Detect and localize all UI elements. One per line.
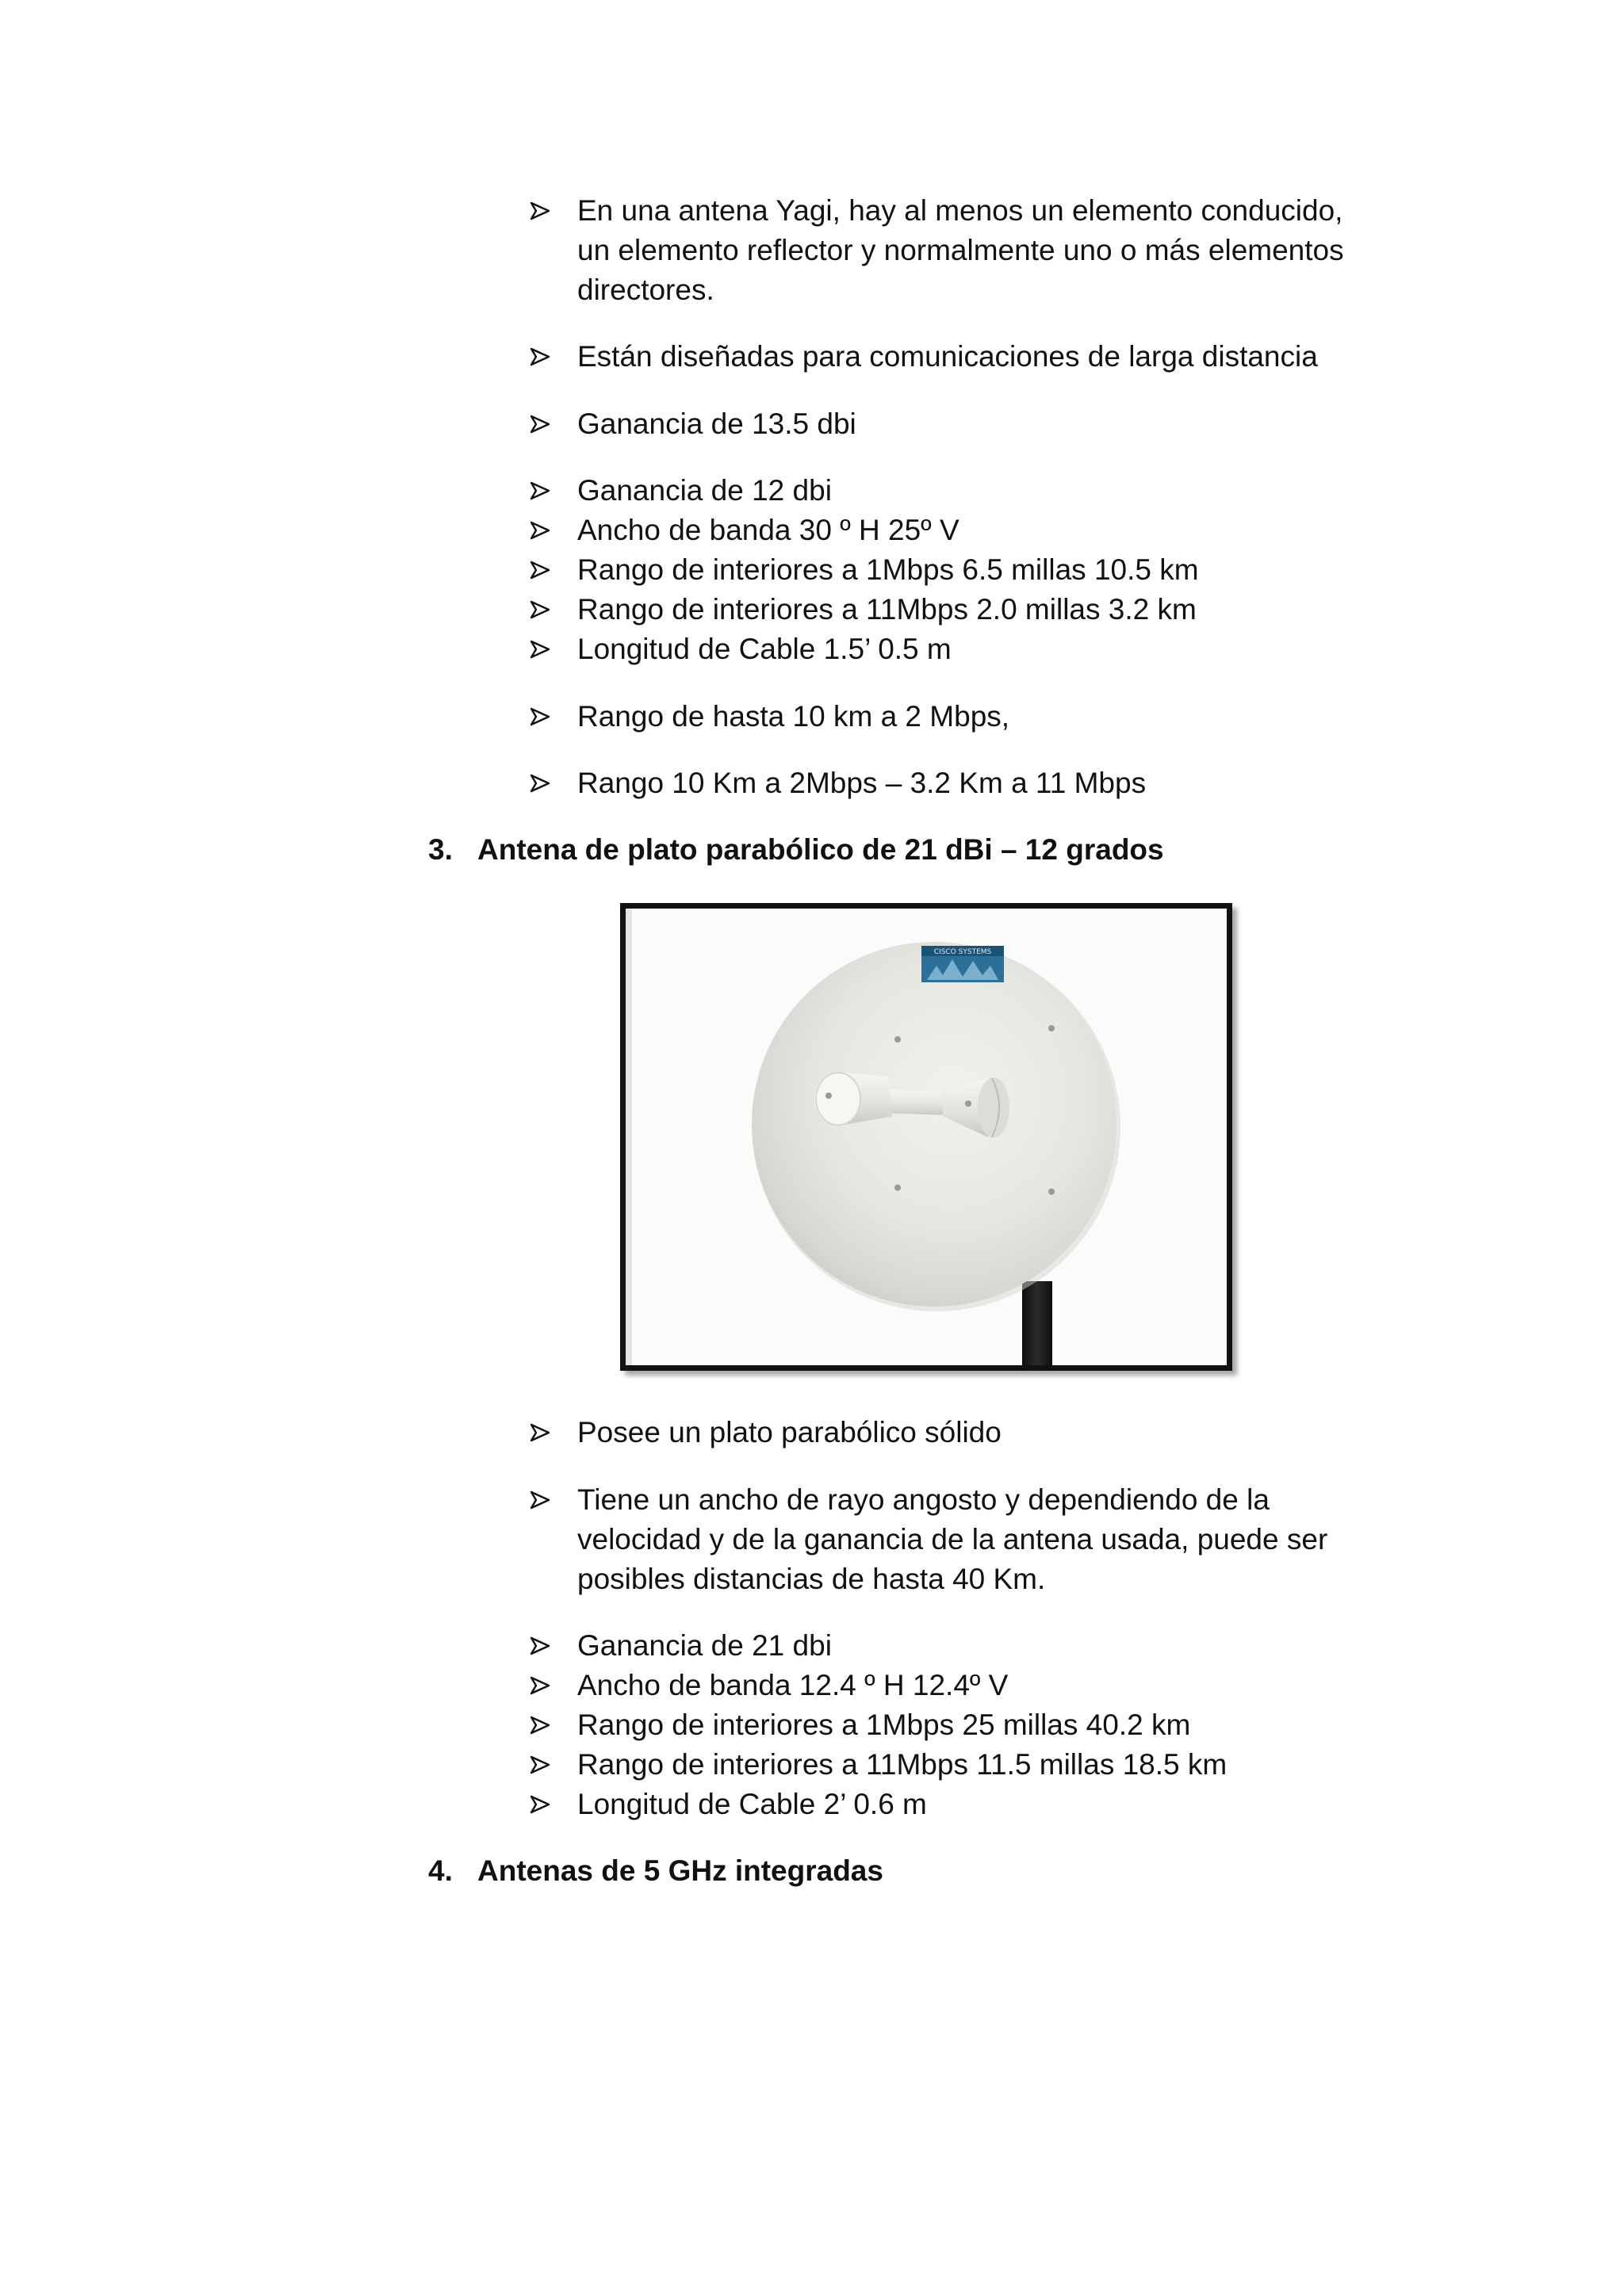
arrow-bullet-icon [530, 600, 550, 619]
arrow-bullet-icon [530, 1490, 550, 1510]
arrow-bullet-icon [530, 561, 550, 580]
arrow-bullet-icon [530, 1423, 550, 1442]
list-item-text: Rango de interiores a 1Mbps 25 millas 40.2 km [577, 1709, 1191, 1741]
list-item-text: Rango de interiores a 11Mbps 2.0 millas 3.2 km [577, 593, 1197, 626]
arrow-bullet-icon [530, 1636, 550, 1655]
list-item-text: En una antena Yagi, hay al menos un elemento conducido, [577, 194, 1343, 227]
arrow-bullet-icon [530, 640, 550, 659]
list-item-text: Longitud de Cable 1.5’ 0.5 m [577, 633, 952, 665]
section-heading-4 [428, 1851, 883, 1891]
arrow-bullet-icon [530, 1716, 550, 1735]
antenna-photo [620, 903, 1232, 1371]
arrow-bullet-icon [530, 201, 550, 220]
arrow-bullet-icon [530, 415, 550, 434]
list-item-text: Rango de interiores a 11Mbps 11.5 millas 18.5 km [577, 1748, 1228, 1781]
list-item-text: Están diseñadas para comunicaciones de larga distancia [577, 340, 1318, 373]
list-item-text: posibles distancias de hasta 40 Km. [577, 1563, 1046, 1595]
section-heading-3 [428, 830, 1164, 870]
parabolic-dish-image [626, 909, 1227, 1365]
list-item-text: Ancho de banda 12.4 º H 12.4º V [577, 1669, 1009, 1701]
list-item-text: un elemento reflector y normalmente uno o más elementos [577, 234, 1344, 266]
list-item-text: Ganancia de 21 dbi [577, 1629, 832, 1662]
svg-text:CISCO SYSTEMS: CISCO SYSTEMS [933, 948, 992, 956]
section-number: 3. [428, 833, 453, 866]
section-title: Antenas de 5 GHz integradas [477, 1854, 883, 1887]
section-number: 4. [428, 1854, 453, 1887]
list-item-text: Rango de interiores a 1Mbps 6.5 millas 10.5 km [577, 553, 1199, 586]
arrow-bullet-icon [530, 347, 550, 366]
arrow-bullet-icon [530, 1755, 550, 1774]
arrow-bullet-icon [530, 1676, 550, 1695]
list-item-text: Tiene un ancho de rayo angosto y dependiendo de la [577, 1483, 1270, 1516]
arrow-bullet-icon [530, 481, 550, 500]
list-item-text: Rango de hasta 10 km a 2 Mbps, [577, 700, 1010, 733]
arrow-bullet-icon [530, 1795, 550, 1814]
arrow-bullet-icon [530, 774, 550, 793]
list-item-text: Ancho de banda 30 º H 25º V [577, 514, 959, 546]
list-item-text: Ganancia de 12 dbi [577, 474, 832, 507]
cisco-logo [921, 946, 1004, 982]
list-item-text: directores. [577, 274, 714, 306]
list-item-text: velocidad y de la ganancia de la antena usada, puede ser [577, 1523, 1328, 1556]
arrow-bullet-icon [530, 521, 550, 540]
list-item-text: Ganancia de 13.5 dbi [577, 408, 856, 440]
list-item-text: Rango 10 Km a 2Mbps – 3.2 Km a 11 Mbps [577, 767, 1147, 799]
list-item-text: Longitud de Cable 2’ 0.6 m [577, 1788, 927, 1820]
section-title: Antena de plato parabólico de 21 dBi – 12 grados [477, 833, 1164, 866]
arrow-bullet-icon [530, 707, 550, 726]
list-item-text: Posee un plato parabólico sólido [577, 1416, 1002, 1448]
